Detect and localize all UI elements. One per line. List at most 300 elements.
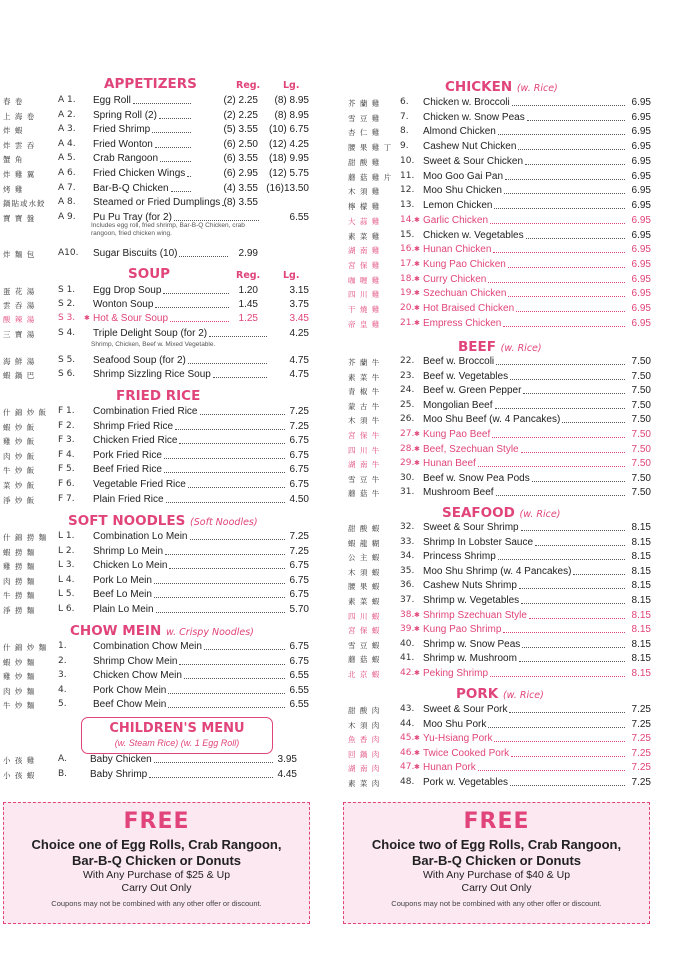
chinese-name: 淨 炒 飯 <box>3 495 36 505</box>
item-code: 19. <box>400 288 415 299</box>
menu-item <box>342 214 651 227</box>
price: 6.95 <box>631 155 651 167</box>
seafood-sub: (w. Rice) <box>519 509 561 520</box>
dot-leader <box>508 296 625 297</box>
menu-item <box>0 698 309 711</box>
menu-item <box>0 138 309 151</box>
item-name <box>93 182 192 195</box>
item-name <box>93 463 286 476</box>
item-name-text: Twice Cooked Pork <box>423 747 510 759</box>
chinese-name: 炸 麵 包 <box>3 250 36 259</box>
dot-leader <box>187 176 191 177</box>
price: 8.15 <box>631 653 651 665</box>
menu-item <box>342 287 651 300</box>
pork-sub: (w. Rice) <box>502 690 544 701</box>
item-name-text: Plain Lo Mein <box>93 604 154 615</box>
dot-leader <box>478 770 625 771</box>
menu-item <box>0 405 309 418</box>
price: 6.95 <box>631 126 651 138</box>
item-code: 21. <box>400 317 415 328</box>
menu-item <box>0 123 309 136</box>
item-code: 14. <box>400 214 415 225</box>
menu-item <box>0 768 297 781</box>
chili-pepper-icon: ✱ <box>414 611 420 619</box>
item-name <box>423 521 626 534</box>
item-name-text: Shrimp Lo Mein <box>93 545 164 557</box>
large-price: (12) 5.75 <box>268 168 309 179</box>
large-price: (8) 8.95 <box>274 109 309 121</box>
menu-item <box>0 312 309 325</box>
item-name <box>423 170 626 183</box>
item-name <box>93 588 286 601</box>
chinese-name: 公 主 蝦 <box>348 553 381 563</box>
item-name <box>90 768 274 781</box>
chinese-name: 寶 寶 盤 <box>3 213 36 223</box>
chinese-name: 腰 果 蝦 <box>348 582 381 592</box>
item-code: S 4. <box>58 327 76 338</box>
price: 6.95 <box>631 170 651 182</box>
item-name-text: Moo Shu Beef (w. 4 Pancakes) <box>423 414 561 426</box>
dot-leader <box>509 712 625 713</box>
chinese-name: 雪 豆 牛 <box>348 474 381 484</box>
item-code: 1. <box>58 641 67 651</box>
item-name <box>423 370 626 383</box>
price: 8.15 <box>631 536 651 548</box>
item-name-text: Shrimp w. Mushroom <box>423 653 517 665</box>
dot-leader <box>519 661 625 662</box>
item-name-text: Hunan Chicken <box>423 244 492 256</box>
chinese-name: 芥 蘭 牛 <box>348 358 381 367</box>
item-name-text: Shrimp Szechuan Style <box>423 609 527 621</box>
menu-item <box>342 718 651 731</box>
dot-leader <box>179 664 285 665</box>
item-name <box>423 317 626 330</box>
childrens-menu-title: CHILDREN'S MENU <box>109 721 245 736</box>
dot-leader <box>179 443 285 444</box>
item-name-text: Beef w. Green Pepper <box>423 385 522 397</box>
chinese-name: 牛 炒 麵 <box>3 701 36 711</box>
chili-pepper-icon: ✱ <box>414 445 420 453</box>
chow-mein-heading: CHOW MEIN <box>70 623 162 639</box>
chinese-name: 甜 酸 蝦 <box>348 524 381 533</box>
soup-title: SOUP <box>128 266 171 282</box>
dot-leader <box>510 379 625 380</box>
menu-item <box>0 434 309 447</box>
price: 6.75 <box>289 641 309 652</box>
large-price: (18) 9.95 <box>268 153 309 165</box>
chinese-name: 小 孩 蝦 <box>3 771 36 780</box>
item-name-text: Lemon Chicken <box>423 200 493 212</box>
coupon-carry-out: Carry Out Only <box>461 882 532 894</box>
coupon-right[interactable] <box>343 802 650 924</box>
item-name-text: Garlic Chicken <box>423 214 489 226</box>
price: 7.25 <box>289 531 309 542</box>
menu-item <box>342 536 651 549</box>
item-name <box>93 603 286 616</box>
item-name-text: Fried Chicken Wings <box>93 168 186 179</box>
item-name <box>93 655 286 668</box>
item-name-text: Kung Pao Chicken <box>423 259 506 271</box>
item-code: 25. <box>400 399 415 410</box>
chinese-name: 湖 南 雞 <box>348 246 381 256</box>
menu-item <box>342 96 651 109</box>
price: 7.25 <box>631 733 651 745</box>
coupon-fine-print: Coupons may not be combined with any other offer or discount. <box>391 899 602 908</box>
chinese-name: 蝦 龍 糊 <box>348 538 381 548</box>
beef-sub: (w. Rice) <box>500 343 542 354</box>
item-name-text: Pu Pu Tray (for 2) <box>93 211 172 223</box>
item-name <box>423 536 626 549</box>
beef-title <box>458 339 542 355</box>
price: 8.15 <box>631 668 651 679</box>
price: 7.50 <box>631 385 651 397</box>
item-name-text: Vegetable Fried Rice <box>93 479 186 490</box>
item-code: F 4. <box>58 449 75 460</box>
price: 6.75 <box>289 464 309 476</box>
menu-item <box>0 167 309 180</box>
item-name-text: Pork Chow Mein <box>93 684 167 696</box>
dot-leader <box>188 363 267 364</box>
item-code: 18. <box>400 273 415 284</box>
dot-leader <box>164 458 285 459</box>
menu-item <box>342 413 651 426</box>
chinese-name: 湖 南 肉 <box>348 764 381 774</box>
dot-leader <box>510 785 625 786</box>
childrens-menu-box <box>81 717 273 754</box>
menu-item <box>342 384 651 397</box>
dot-leader <box>209 336 267 337</box>
item-name <box>423 703 626 716</box>
menu-item <box>0 247 309 260</box>
chili-pepper-icon: ✱ <box>414 275 420 283</box>
dot-leader <box>490 676 625 677</box>
dot-leader <box>505 179 625 180</box>
menu-item <box>342 594 651 607</box>
price: 8.15 <box>631 551 651 563</box>
item-code: A 3. <box>58 124 76 135</box>
chili-pepper-icon: ✱ <box>414 290 420 298</box>
large-price: (16)13.50 <box>266 182 309 194</box>
chinese-name: 小 孩 雞 <box>3 756 36 765</box>
price: 7.50 <box>631 458 651 470</box>
item-code: 28. <box>400 443 415 454</box>
chinese-name: 什 錦 炒 麵 <box>3 643 48 652</box>
chinese-name: 帝 皇 雞 <box>348 319 381 329</box>
item-code: A 2. <box>58 109 76 120</box>
item-code: 38. <box>400 609 415 620</box>
dot-leader <box>490 223 625 224</box>
item-code: L 4. <box>58 574 75 585</box>
item-name <box>423 457 626 470</box>
menu-item <box>0 493 309 506</box>
item-name-text: Shrimp In Lobster Sauce <box>423 536 534 548</box>
item-name-text: Hunan Beef <box>423 458 476 470</box>
item-code: 3. <box>58 670 67 681</box>
item-code: 5. <box>58 699 67 710</box>
item-name-text: Moo Goo Gai Pan <box>423 170 504 182</box>
dot-leader <box>521 603 625 604</box>
regular-price: (6) 2.95 <box>223 168 258 179</box>
item-name-text: Chicken w. Vegetables <box>423 229 524 241</box>
menu-item <box>0 478 309 491</box>
chinese-name: 什 錦 撈 麵 <box>3 533 48 542</box>
regular-price: 1.25 <box>238 313 258 325</box>
price: 6.95 <box>631 97 651 108</box>
menu-item <box>342 370 651 383</box>
dot-leader <box>494 208 625 209</box>
chinese-name: 蝦 炒 飯 <box>3 422 36 432</box>
large-price: 3.75 <box>289 299 309 311</box>
item-code: 46. <box>400 747 415 758</box>
chinese-name: 蛋 花 湯 <box>3 287 36 296</box>
menu-item <box>0 449 309 462</box>
dot-leader <box>562 422 625 423</box>
dot-leader <box>516 311 625 312</box>
chinese-name: 木 須 蝦 <box>348 567 381 577</box>
chinese-name: 雪 豆 雞 <box>348 113 381 123</box>
menu-item <box>0 574 309 587</box>
chinese-name: 回 鍋 肉 <box>348 749 381 759</box>
item-code: F 1. <box>58 406 75 416</box>
chinese-name: 腰 果 雞 丁 <box>348 143 393 153</box>
menu-item <box>342 140 651 153</box>
item-code: 31. <box>400 487 415 498</box>
chili-pepper-icon: ✱ <box>414 216 420 224</box>
item-name-text: Moo Shu Pork <box>423 718 487 730</box>
fried-rice-title: FRIED RICE <box>116 388 201 404</box>
item-name <box>423 428 626 441</box>
chinese-name: 炸 雲 吞 <box>3 140 36 150</box>
item-name <box>93 109 192 122</box>
item-name <box>423 443 626 456</box>
menu-item <box>0 530 309 543</box>
price: 6.95 <box>631 229 651 241</box>
chinese-name: 四 川 牛 <box>348 445 381 455</box>
menu-item <box>342 399 651 412</box>
price: 7.50 <box>631 399 651 411</box>
price: 7.50 <box>631 414 651 426</box>
item-name-text: Shrimp Sizzling Rice Soup <box>93 369 211 381</box>
dot-leader <box>168 693 285 694</box>
item-name-text: Triple Delight Soup (for 2) <box>93 327 208 339</box>
chinese-name: 春 卷 <box>3 97 24 106</box>
item-code: A 5. <box>58 153 76 164</box>
appetizers-title: APPETIZERS <box>104 76 197 92</box>
item-code: 47. <box>400 762 415 773</box>
chinese-name: 蘑 菇 牛 <box>348 489 381 499</box>
item-name-text: Peking Shrimp <box>423 668 489 679</box>
item-name <box>93 530 286 543</box>
item-name-text: Spring Roll (2) <box>93 109 157 121</box>
item-name <box>93 138 192 151</box>
item-code: A 9. <box>58 211 76 222</box>
item-code: 33. <box>400 536 415 547</box>
soft-noodles-title <box>68 513 258 529</box>
chinese-name: 素 菜 肉 <box>348 779 381 788</box>
chinese-name: 牛 炒 飯 <box>3 466 36 476</box>
item-name-text: Sweet & Sour Chicken <box>423 155 524 167</box>
price: 7.25 <box>289 406 309 417</box>
item-name <box>93 434 286 447</box>
price: 7.50 <box>631 356 651 367</box>
dot-leader <box>523 393 625 394</box>
item-code: 34. <box>400 551 415 562</box>
price: 6.95 <box>631 200 651 212</box>
item-name-text: Szechuan Chicken <box>423 288 507 300</box>
chinese-name: 素 菜 雞 <box>348 231 381 241</box>
chili-pepper-icon: ✱ <box>414 735 420 743</box>
price: 6.75 <box>289 479 309 490</box>
item-name-text: Combination Chow Mein <box>93 641 202 652</box>
chinese-name: 酸 辣 湯 <box>3 315 36 325</box>
coupon-left[interactable] <box>3 802 310 924</box>
beef-heading: BEEF <box>458 339 496 355</box>
chicken-title <box>445 79 558 95</box>
dot-leader <box>498 559 625 560</box>
item-name <box>93 420 286 433</box>
menu-item <box>0 109 309 122</box>
item-name <box>93 684 286 697</box>
menu-item <box>342 486 651 499</box>
chinese-name: 淨 撈 麵 <box>3 606 36 615</box>
item-name-text: Hunan Pork <box>423 762 476 774</box>
item-name <box>423 214 626 227</box>
price: 8.15 <box>631 522 651 533</box>
item-code: S 1. <box>58 285 76 295</box>
chinese-name: 宮 保 雞 <box>348 261 381 271</box>
price: 6.95 <box>631 317 651 329</box>
coupon-purchase: With Any Purchase of $40 & Up <box>422 869 571 881</box>
chinese-name: 蝦 炒 麵 <box>3 657 36 667</box>
dot-leader <box>166 502 285 503</box>
menu-item <box>342 355 651 368</box>
item-name-text: Baby Chicken <box>90 754 152 765</box>
price: 7.50 <box>631 472 651 484</box>
menu-item <box>342 170 651 183</box>
dot-leader <box>478 466 625 467</box>
regular-price: (5) 3.55 <box>223 124 258 136</box>
large-price: (12) 4.25 <box>268 138 309 150</box>
item-name <box>93 574 286 587</box>
menu-item <box>0 588 309 601</box>
price: 6.95 <box>631 303 651 315</box>
dot-leader <box>160 161 191 162</box>
price: 6.75 <box>289 435 309 447</box>
item-code: 20. <box>400 303 415 314</box>
chinese-name: 宮 保 蝦 <box>348 626 381 636</box>
item-name <box>423 287 626 300</box>
soft-noodles-sub: (Soft Noodles) <box>190 517 258 528</box>
regular-price: 1.20 <box>238 285 258 296</box>
large-price: 4.75 <box>289 369 309 381</box>
dot-leader <box>159 118 191 119</box>
chinese-name: 素 菜 蝦 <box>348 597 381 606</box>
price: 8.15 <box>631 580 651 592</box>
dot-leader <box>155 147 191 148</box>
item-name-text: Mushroom Beef <box>423 487 494 499</box>
item-name-text: Egg Roll <box>93 95 131 106</box>
dot-leader <box>518 149 625 150</box>
dot-leader <box>496 364 625 365</box>
dot-leader <box>149 777 273 778</box>
dot-leader <box>521 452 625 453</box>
chinese-name: 雪 豆 蝦 <box>348 640 381 650</box>
chinese-name: 四 川 蝦 <box>348 611 381 621</box>
item-code: A 4. <box>58 138 76 149</box>
price: 6.95 <box>631 273 651 285</box>
item-name <box>93 196 221 209</box>
price: 6.95 <box>631 185 651 197</box>
chinese-name: 雞 炒 飯 <box>3 437 36 447</box>
menu-item <box>342 443 651 456</box>
item-name-text: Wonton Soup <box>93 299 154 311</box>
item-code: B. <box>58 769 68 779</box>
item-code: 17. <box>400 259 415 270</box>
price: 7.25 <box>631 704 651 715</box>
coupon-free-label: FREE <box>123 809 190 834</box>
menu-item <box>0 182 309 195</box>
item-code: 40. <box>400 638 415 649</box>
item-name-text: Seafood Soup (for 2) <box>93 355 186 366</box>
item-name <box>93 449 286 462</box>
menu-item <box>342 155 651 168</box>
item-name <box>423 472 626 485</box>
appetizers-lg-header: Lg. <box>283 80 300 91</box>
item-code: L 2. <box>58 545 75 556</box>
chinese-name: 肉 炒 飯 <box>3 451 36 461</box>
item-name <box>423 565 626 578</box>
menu-item <box>342 317 651 330</box>
item-name <box>423 486 626 499</box>
item-code: L 1. <box>58 531 75 541</box>
menu-item <box>0 463 309 476</box>
price: 4.45 <box>277 769 297 780</box>
chili-pepper-icon: ✱ <box>414 246 420 254</box>
menu-item <box>342 550 651 563</box>
dot-leader <box>512 105 625 106</box>
item-name-text: Cashew Nut Chicken <box>423 141 517 153</box>
seafood-title <box>442 505 560 521</box>
menu-item <box>342 565 651 578</box>
chili-pepper-icon: ✱ <box>414 670 420 677</box>
menu-item <box>342 302 651 315</box>
chinese-name: 什 錦 炒 飯 <box>3 408 48 417</box>
item-code: S 5. <box>58 355 76 365</box>
item-code: F 3. <box>58 435 75 446</box>
dot-leader <box>154 762 273 763</box>
soup-lg-header: Lg. <box>283 270 300 281</box>
item-name <box>93 247 229 260</box>
dot-leader <box>155 307 229 308</box>
item-name-text: Beef Fried Rice <box>93 464 162 476</box>
item-name-text: Cashew Nuts Shrimp <box>423 580 517 592</box>
dot-leader <box>169 568 285 569</box>
menu-item <box>0 640 309 653</box>
large-price: 6.55 <box>289 211 309 223</box>
item-name <box>423 155 626 168</box>
dot-leader <box>156 612 285 613</box>
item-code: L 6. <box>58 604 75 614</box>
item-code: L 5. <box>58 589 75 600</box>
item-code: 36. <box>400 580 415 591</box>
item-code: 30. <box>400 472 415 483</box>
triple-note: Shrimp, Chicken, Beef w. Mixed Vegetable. <box>91 341 216 348</box>
pupu-note: Includes egg roll, fried shrimp, Bar-B-Q Chicken, crab rangoon, fried chicken wing. <box>91 222 245 237</box>
chili-pepper-icon: ✱ <box>414 319 420 327</box>
item-name <box>93 298 230 311</box>
chinese-name: 蟹 角 <box>3 155 24 165</box>
item-name-text: Chicken w. Snow Peas <box>423 111 525 123</box>
